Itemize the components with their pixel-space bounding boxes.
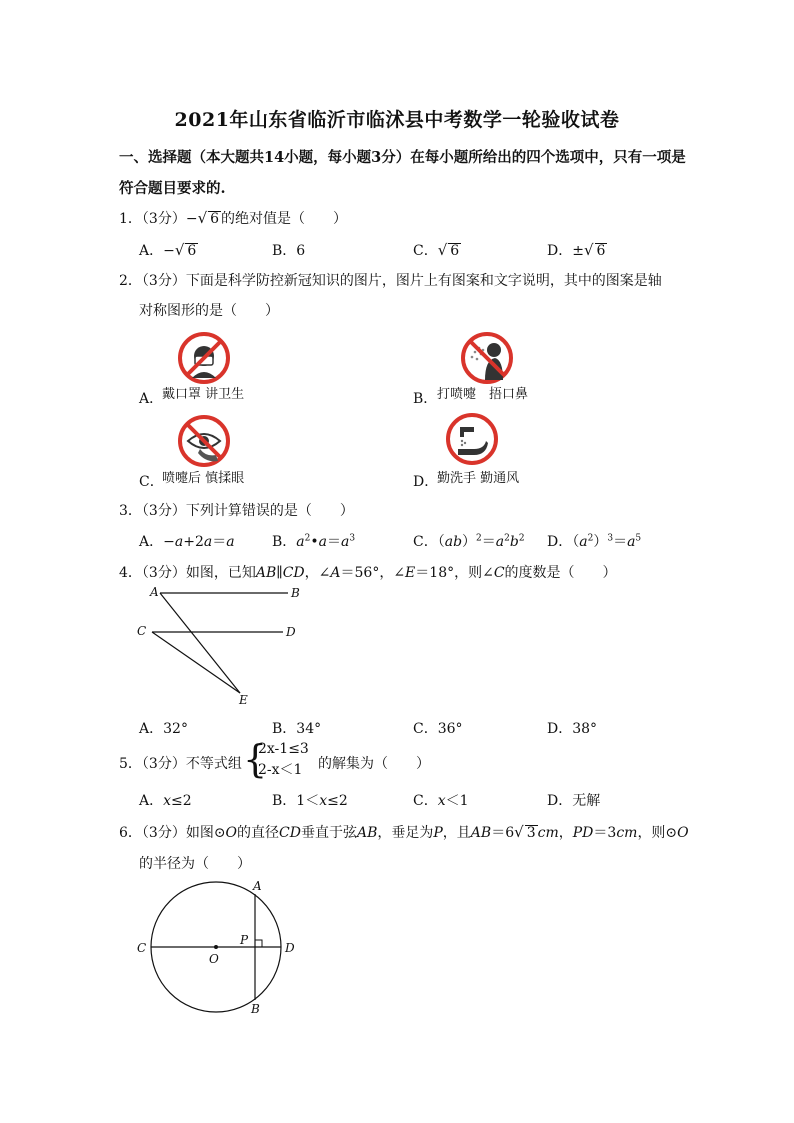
q4-option-d[interactable] xyxy=(547,718,597,738)
q6-var: CD xyxy=(279,825,301,841)
q1-option-d[interactable] xyxy=(547,240,607,260)
option-expression: $(a^2)^3=a^5$ xyxy=(572,533,642,550)
question-6-line1 xyxy=(119,822,689,842)
system-brace: { xyxy=(243,737,268,781)
radicand: 6 xyxy=(450,243,460,259)
option-letter: B． xyxy=(272,721,297,737)
option-letter: C． xyxy=(413,243,438,259)
q2-caption-b: 打喷嚏 捂口鼻 xyxy=(437,387,529,402)
q3-option-c[interactable] xyxy=(413,531,525,551)
minus-sign: − xyxy=(185,211,198,227)
option-expression: x＜1 xyxy=(437,793,469,809)
option-letter: B． xyxy=(272,793,297,809)
q5-option-a[interactable] xyxy=(139,790,192,810)
q4-option-a[interactable] xyxy=(139,718,188,738)
q6-text: ，且 xyxy=(442,825,471,841)
q1-option-a[interactable] xyxy=(139,240,198,260)
section-heading-line2: 符合题目要求的. xyxy=(119,180,226,197)
q1-option-b[interactable] xyxy=(272,240,305,260)
q4-text: ＝18°，则∠ xyxy=(415,565,494,581)
q2-option-b[interactable] xyxy=(413,388,437,408)
q4-text: ∥ xyxy=(276,565,283,581)
q4-label-c: C xyxy=(137,624,147,638)
q2-option-a[interactable] xyxy=(139,388,163,408)
radicand: 6 xyxy=(210,211,220,227)
q6-label-p: P xyxy=(240,933,249,947)
q4-option-b[interactable] xyxy=(272,718,321,738)
q6-text: ，则⊙ xyxy=(637,825,678,841)
q6-var: O xyxy=(225,825,238,841)
option-prefix: ± xyxy=(572,243,584,259)
option-letter: D． xyxy=(547,721,573,737)
q6-var: P xyxy=(433,825,443,841)
q4-text: ，∠ xyxy=(304,565,331,581)
option-letter: D． xyxy=(413,474,439,490)
q4-text: 的度数是（ ） xyxy=(504,565,617,581)
q4-figure xyxy=(128,582,318,710)
option-letter: B． xyxy=(413,391,438,407)
option-expression: −a+2a＝a xyxy=(163,534,235,550)
option-letter: C． xyxy=(413,721,438,737)
option-letter: D． xyxy=(547,793,573,809)
question-5-prefix: 5．（3分）不等式组 xyxy=(119,756,242,772)
q6-label-c: C xyxy=(137,941,147,955)
option-letter: D． xyxy=(547,534,573,550)
option-letter: B． xyxy=(272,243,297,259)
q4-label-a: A xyxy=(150,585,159,599)
q4-label-e: E xyxy=(239,693,248,707)
question-1 xyxy=(119,208,347,228)
q3-option-b[interactable] xyxy=(272,531,355,551)
q6-label-a: A xyxy=(253,879,262,893)
q5-option-d[interactable] xyxy=(547,790,600,810)
q4-option-c[interactable] xyxy=(413,718,463,738)
option-expression: x≤2 xyxy=(163,793,192,809)
hand-wash-icon xyxy=(444,411,500,467)
option-letter: C． xyxy=(413,534,438,550)
q4-label-b: B xyxy=(291,586,300,600)
option-expression: $a^2•a=a^3$ xyxy=(296,533,356,550)
q6-var: AB xyxy=(470,825,492,841)
q6-var: O xyxy=(677,825,689,841)
q6-var: PD xyxy=(572,825,594,841)
q6-unit: cm xyxy=(616,825,638,841)
option-prefix: − xyxy=(163,243,175,259)
inequality-2: 2-x＜1 xyxy=(258,762,303,778)
radicand: 6 xyxy=(187,243,197,259)
q6-label-b: B xyxy=(251,1002,260,1016)
inequality-1: 2x-1≤3 xyxy=(258,741,309,757)
option-text: 38° xyxy=(572,721,598,737)
sqrt-sign: √ xyxy=(197,209,208,227)
option-letter: A． xyxy=(139,534,164,550)
q3-option-d[interactable] xyxy=(547,531,641,551)
option-expression: 无解 xyxy=(572,793,601,809)
question-1-number: 1．（3分） xyxy=(119,211,186,227)
option-expression: 1＜x≤2 xyxy=(296,793,348,809)
q4-var: E xyxy=(405,565,416,581)
option-letter: A． xyxy=(139,391,164,407)
q4-var: AB xyxy=(255,565,277,581)
q4-var: A xyxy=(330,565,341,581)
q2-option-d[interactable] xyxy=(413,471,438,491)
q6-text: ＝3 xyxy=(593,825,617,841)
option-text: 6 xyxy=(296,243,306,259)
q6-text: 垂直于弦 xyxy=(300,825,357,841)
q4-var: CD xyxy=(282,565,305,581)
option-letter: A． xyxy=(139,793,164,809)
q4-label-d: D xyxy=(286,625,296,639)
option-text: 32° xyxy=(163,721,188,737)
q6-unit: cm xyxy=(537,825,559,841)
sqrt-sign: √ xyxy=(437,241,448,259)
option-text: 36° xyxy=(437,721,463,737)
question-6-line2: 的半径为（ ） xyxy=(139,856,251,872)
q4-var: C xyxy=(493,565,505,581)
radicand: 6 xyxy=(596,243,606,259)
question-4 xyxy=(119,562,617,582)
eye-icon xyxy=(176,413,232,469)
option-letter: C． xyxy=(413,793,438,809)
question-3: 3．（3分）下列计算错误的是（ ） xyxy=(119,503,354,519)
q3-option-a[interactable] xyxy=(139,531,235,551)
sneeze-icon xyxy=(459,330,515,386)
mask-face-icon xyxy=(176,330,232,386)
option-letter: A． xyxy=(139,721,164,737)
q4-text: 4．（3分）如图，已知 xyxy=(119,565,256,581)
sqrt-sign: √ xyxy=(583,241,594,259)
sqrt-sign: √ xyxy=(174,241,185,259)
q5-option-b[interactable] xyxy=(272,790,348,810)
q2-caption-a: 戴口罩 讲卫生 xyxy=(162,387,245,402)
q6-text: ， xyxy=(558,825,573,841)
q6-figure xyxy=(132,876,302,1018)
question-1-tail: 的绝对值是（ ） xyxy=(221,211,348,227)
option-expression: $(ab)^2=a^2b^2$ xyxy=(437,533,525,550)
q6-text: 的直径 xyxy=(237,825,280,841)
question-2-line2: 对称图形的是（ ） xyxy=(139,303,279,319)
page-title: 2021年山东省临沂市临沭县中考数学一轮验收试卷 xyxy=(174,109,620,131)
option-letter: B． xyxy=(272,534,297,550)
q6-label-o: O xyxy=(209,952,219,966)
q6-text: ＝6 xyxy=(491,825,515,841)
radicand: 3 xyxy=(526,825,536,841)
option-letter: A． xyxy=(139,243,164,259)
section-heading-line1: 一、选择题（本大题共14小题，每小题3分）在每小题所给出的四个选项中，只有一项是 xyxy=(119,149,686,166)
question-5-tail: 的解集为（ ） xyxy=(318,756,430,772)
q6-text: ，垂足为 xyxy=(377,825,434,841)
q1-option-c[interactable] xyxy=(413,240,461,260)
q5-option-c[interactable] xyxy=(413,790,469,810)
sqrt-sign: √ xyxy=(514,823,524,841)
q6-var: AB xyxy=(356,825,378,841)
q2-caption-c: 喷嚏后 慎揉眼 xyxy=(162,471,245,486)
q2-caption-d: 勤洗手 勤通风 xyxy=(437,471,520,486)
q6-label-d: D xyxy=(285,941,295,955)
option-letter: C． xyxy=(139,474,164,490)
q6-text: 6．（3分）如图⊙ xyxy=(119,825,226,841)
option-letter: D． xyxy=(547,243,573,259)
q2-option-c[interactable] xyxy=(139,471,164,491)
question-2-line1: 2．（3分）下面是科学防控新冠知识的图片，图片上有图案和文字说明，其中的图案是轴 xyxy=(119,273,662,289)
option-text: 34° xyxy=(296,721,322,737)
q4-text: ＝56°，∠ xyxy=(340,565,406,581)
